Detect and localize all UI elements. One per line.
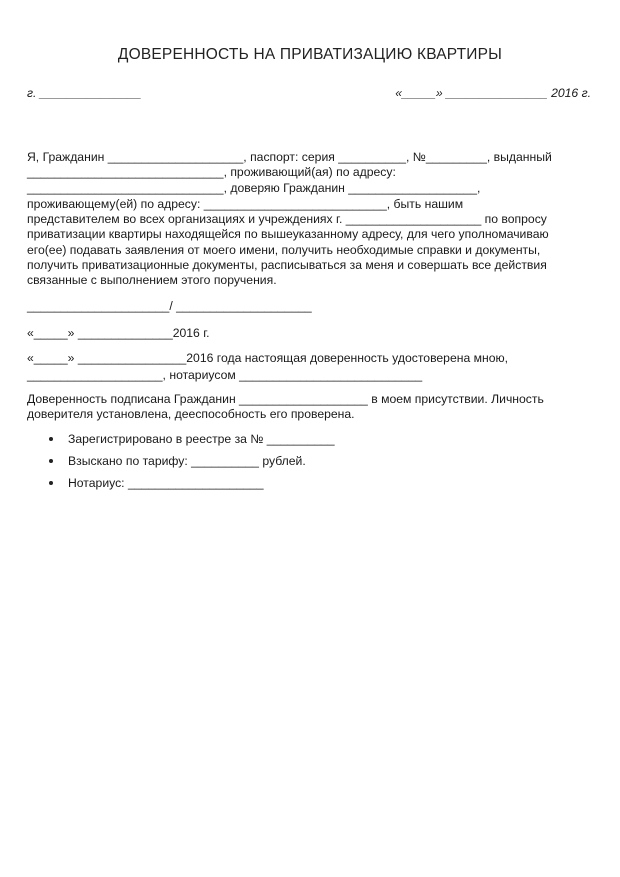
signed-line: доверителя установлена, дееспособность его проверена.: [27, 407, 355, 421]
body-line: представителем во всех организациях и учреждениях г. ____________________ по вопросу: [27, 212, 547, 226]
bullet-icon: [49, 437, 53, 441]
signed-line: Доверенность подписана Гражданин ___________________ в моем присутствии. Личность: [27, 392, 544, 406]
date-line: «_____» ______________2016 г.: [27, 326, 210, 340]
list-item: [46, 454, 335, 476]
notary-bullets: [46, 432, 335, 498]
bullet-text: Нотариус: ____________________: [68, 476, 264, 490]
header-date: «_____» _______________ 2016 г.: [395, 86, 591, 100]
body-line: Я, Гражданин ____________________, паспорт: серия __________, №_________, выданный: [27, 150, 552, 164]
body-line: проживающему(ей) по адресу: ___________________________, быть нашим: [27, 197, 464, 211]
signature-line: _____________________/ ____________________: [27, 299, 312, 313]
body-line: связанные с выполнением этого поручения.: [27, 273, 277, 287]
bullet-text: Зарегистрировано в реестре за № __________: [68, 432, 335, 446]
body-line: _____________________________, доверяю Гражданин ___________________,: [27, 181, 481, 195]
header-city: г. _______________: [27, 86, 142, 100]
body-line: приватизации квартиры находящейся по вышеуказанному адресу, для чего уполномачиваю: [27, 227, 549, 241]
bullet-text: Взыскано по тарифу: __________ рублей.: [68, 454, 306, 468]
body-line: получить приватизационные документы, расписываться за меня и совершать все действия: [27, 258, 547, 272]
body-line: _____________________________, проживающий(ая) по адресу:: [27, 165, 396, 179]
notary-line: ____________________, нотариусом ___________________________: [27, 368, 423, 382]
bullet-icon: [49, 481, 53, 485]
notary-line: «_____» ________________2016 года настоящая доверенность удостоверена мною,: [27, 351, 509, 365]
bullet-icon: [49, 459, 53, 463]
body-line: его(ее) подавать заявления от моего имени, получить необходимые справки и документы,: [27, 243, 541, 257]
list-item: [46, 432, 335, 454]
document-title: ДОВЕРЕННОСТЬ НА ПРИВАТИЗАЦИЮ КВАРТИРЫ: [117, 46, 503, 63]
list-item: [46, 476, 335, 498]
